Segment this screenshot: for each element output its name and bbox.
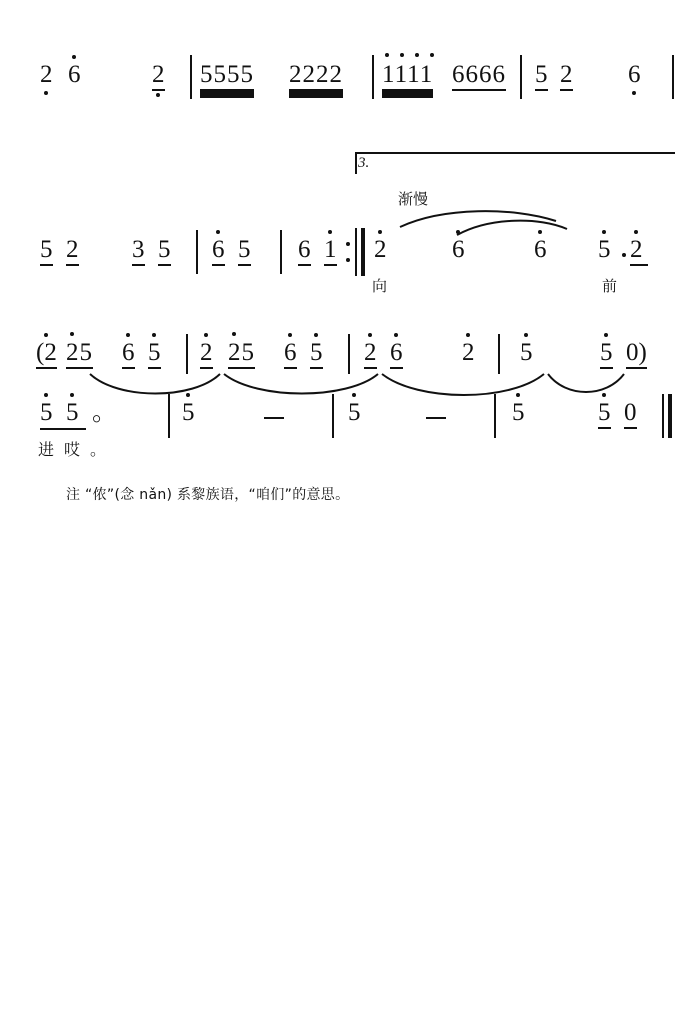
note-glyph: 1111 bbox=[382, 62, 433, 91]
note-glyph: 5 bbox=[40, 399, 53, 426]
note-glyph: 5 bbox=[66, 399, 79, 426]
note-glyph: 5 bbox=[40, 237, 53, 266]
note bbox=[66, 237, 79, 266]
note-glyph: 2 bbox=[40, 61, 53, 88]
note-glyph: 2 bbox=[374, 236, 387, 263]
lyric-syllable: 向 bbox=[372, 277, 388, 295]
note-glyph: 2 bbox=[462, 339, 475, 366]
note-glyph: 5 bbox=[520, 339, 533, 366]
barline bbox=[186, 334, 188, 374]
barline bbox=[672, 55, 674, 99]
note bbox=[310, 340, 323, 369]
note-glyph: 3 bbox=[132, 237, 145, 266]
note-group bbox=[382, 62, 433, 91]
note-group bbox=[200, 62, 254, 91]
barline bbox=[196, 230, 198, 274]
note-glyph: 5 bbox=[158, 237, 171, 266]
note-glyph: 5555 bbox=[200, 62, 254, 91]
tie bbox=[222, 370, 380, 400]
note-glyph: 5 bbox=[512, 399, 525, 426]
lyric-syllable: 进 bbox=[38, 440, 55, 459]
tie bbox=[546, 372, 626, 398]
note bbox=[630, 237, 643, 262]
note bbox=[624, 400, 637, 429]
footnote: 注 “侬”(念 nǎn) 系黎族语，“咱们”的意思。 bbox=[66, 487, 350, 503]
note-glyph: 6 bbox=[390, 340, 403, 369]
note-glyph: 6 bbox=[212, 237, 225, 266]
note-group bbox=[228, 340, 255, 369]
note-glyph: 5 bbox=[238, 237, 251, 266]
note-glyph: 2 bbox=[630, 236, 643, 263]
note bbox=[68, 62, 81, 87]
note-glyph: 5 bbox=[310, 340, 323, 369]
lyric-syllable: 前 bbox=[602, 277, 618, 295]
barline bbox=[168, 394, 170, 438]
barline bbox=[348, 334, 350, 374]
lyric-syllable: 哎 bbox=[64, 440, 81, 459]
note bbox=[626, 340, 647, 369]
octave-dot bbox=[232, 332, 236, 336]
note bbox=[535, 62, 548, 91]
barline bbox=[520, 55, 522, 99]
note-mark bbox=[92, 400, 117, 425]
note bbox=[598, 237, 611, 262]
note-glyph: 6 bbox=[534, 236, 547, 263]
note-glyph: 6666 bbox=[452, 62, 506, 91]
note bbox=[462, 340, 475, 365]
note bbox=[40, 62, 53, 87]
note bbox=[212, 237, 225, 266]
repeat-number: 3. bbox=[358, 155, 370, 171]
note-glyph: 2 bbox=[200, 340, 213, 369]
note-glyph: 6 bbox=[122, 340, 135, 369]
note bbox=[512, 400, 525, 425]
note-glyph: 5 bbox=[182, 399, 195, 426]
note-glyph: 6 bbox=[298, 237, 311, 266]
note-glyph: 5 bbox=[535, 62, 548, 91]
note bbox=[520, 340, 533, 365]
note bbox=[284, 340, 297, 369]
note-glyph: 2 bbox=[560, 62, 573, 91]
note bbox=[600, 340, 613, 369]
note bbox=[598, 400, 611, 429]
note-glyph: 6 bbox=[628, 61, 641, 88]
note bbox=[132, 237, 145, 266]
note-glyph: 2 bbox=[152, 62, 165, 91]
tie bbox=[380, 370, 546, 400]
note-glyph: 5 bbox=[148, 340, 161, 369]
dotted-rhythm-dot bbox=[622, 253, 626, 257]
repeat-bracket-line bbox=[355, 152, 675, 154]
note bbox=[348, 400, 361, 425]
barline bbox=[372, 55, 374, 99]
tie bbox=[455, 215, 570, 239]
tie bbox=[88, 370, 222, 400]
barline bbox=[498, 334, 500, 374]
note bbox=[374, 237, 387, 262]
note-glyph: 5 bbox=[598, 236, 611, 263]
note bbox=[324, 237, 337, 266]
note bbox=[364, 340, 377, 369]
note bbox=[560, 62, 573, 91]
note-glyph: 6 bbox=[452, 236, 465, 263]
sustain-dash bbox=[264, 417, 284, 419]
note bbox=[238, 237, 251, 266]
octave-dot bbox=[70, 332, 74, 336]
note bbox=[200, 340, 213, 369]
note-glyph: 0 bbox=[624, 400, 637, 429]
repeat-bracket-leg bbox=[355, 152, 357, 174]
barline bbox=[355, 228, 357, 276]
note-glyph: 2 bbox=[364, 340, 377, 369]
note-glyph: (2 bbox=[36, 340, 57, 369]
note-group bbox=[289, 62, 343, 91]
tempo-mark: 渐慢 bbox=[398, 190, 429, 208]
note-glyph: 5 bbox=[600, 340, 613, 369]
note-glyph: 0) bbox=[626, 340, 647, 369]
note bbox=[390, 340, 403, 369]
note-glyph: 6 bbox=[284, 340, 297, 369]
note-glyph: 2 bbox=[66, 237, 79, 266]
note bbox=[534, 237, 547, 262]
note bbox=[148, 340, 161, 369]
note bbox=[158, 237, 171, 266]
note-glyph: 25 bbox=[228, 340, 255, 369]
note bbox=[40, 237, 53, 266]
note-glyph: 。 bbox=[92, 399, 118, 426]
barline bbox=[332, 394, 334, 438]
note bbox=[182, 400, 195, 425]
note-group bbox=[36, 340, 57, 369]
note-glyph: 5 bbox=[348, 399, 361, 426]
note-glyph: 25 bbox=[66, 340, 93, 369]
barline-thick bbox=[361, 228, 365, 276]
barline bbox=[190, 55, 192, 99]
beam bbox=[630, 264, 648, 266]
note bbox=[66, 400, 79, 425]
note-glyph: 1 bbox=[324, 237, 337, 266]
barline-thick bbox=[668, 394, 672, 438]
note bbox=[628, 62, 641, 87]
note bbox=[40, 400, 53, 425]
note bbox=[122, 340, 135, 369]
note-group bbox=[452, 62, 506, 91]
note-glyph: 6 bbox=[68, 61, 81, 88]
note bbox=[452, 237, 465, 262]
repeat-dots bbox=[346, 242, 350, 262]
note-glyph: 5 bbox=[598, 400, 611, 429]
note bbox=[152, 62, 165, 91]
note-group bbox=[66, 340, 93, 369]
beam bbox=[40, 428, 86, 430]
note bbox=[298, 237, 311, 266]
barline bbox=[280, 230, 282, 274]
barline bbox=[494, 394, 496, 438]
sustain-dash bbox=[426, 417, 446, 419]
barline bbox=[662, 394, 664, 438]
note-glyph: 2222 bbox=[289, 62, 343, 91]
lyric-punctuation: 。 bbox=[90, 440, 107, 459]
